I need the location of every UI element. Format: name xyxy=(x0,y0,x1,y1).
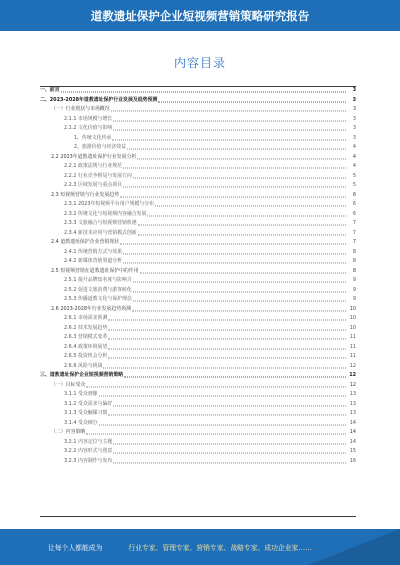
toc-leader-dots xyxy=(138,225,346,226)
toc-entry[interactable] xyxy=(40,381,356,391)
toc-entry[interactable] xyxy=(40,134,356,144)
toc-entry[interactable] xyxy=(40,143,356,153)
toc-leader-dots xyxy=(138,234,346,235)
toc-entry[interactable] xyxy=(40,447,356,457)
toc-leader-dots xyxy=(133,177,346,178)
toc-entry-text: 2.5.2 促进文旅消费与游客转化 xyxy=(64,286,132,293)
toc-entry[interactable] xyxy=(40,400,356,410)
toc-leader-dots xyxy=(108,348,346,349)
toc-leader-dots xyxy=(108,415,346,416)
toc-entry[interactable] xyxy=(40,105,356,115)
toc-leader-dots xyxy=(147,215,346,216)
toc-page-number: 9 xyxy=(352,277,356,283)
toc-page-number: 5 xyxy=(352,172,356,179)
toc-entry-text: 2.6.6 风险与挑战 xyxy=(64,362,103,369)
toc-entry[interactable] xyxy=(40,286,356,296)
toc-page-number: 3 xyxy=(352,87,356,93)
toc-entry-text: 2.6.1 市场需求预测 xyxy=(64,315,108,321)
toc-leader-dots xyxy=(111,111,346,112)
toc-entry[interactable] xyxy=(40,343,356,353)
footer-slogan: 让每个人都能成为 xyxy=(48,544,103,552)
toc-leader-dots xyxy=(108,358,346,359)
toc-page-number: 8 xyxy=(352,258,356,264)
toc-entry[interactable] xyxy=(40,191,356,201)
toc-page-number: 3 xyxy=(352,106,356,112)
toc-entry-text: （一）行业现状与市场概况 xyxy=(51,106,110,112)
toc-leader-dots xyxy=(127,149,346,150)
toc-entry[interactable] xyxy=(40,153,356,163)
toc-entry[interactable] xyxy=(40,210,356,220)
toc-entry-text: 2.1.1 市场规模与增长 xyxy=(64,115,113,122)
toc-page-number: 14 xyxy=(349,438,356,445)
toc-entry-text: 2.2.1 政策法规与行业规范 xyxy=(64,163,123,169)
toc-entry[interactable] xyxy=(40,428,356,438)
toc-page-number: 9 xyxy=(352,296,356,302)
toc-page-number: 15 xyxy=(349,448,356,454)
toc-page-number: 5 xyxy=(352,182,356,188)
toc-page-number: 7 xyxy=(352,220,356,226)
toc-page-number: 7 xyxy=(352,229,356,236)
toc-entry-text: 3.2.1 内容定位与主题 xyxy=(64,438,113,445)
toc-page-number: 4 xyxy=(352,163,356,169)
toc-leader-dots xyxy=(133,291,346,292)
toc-entry-text: 3.2.2 内容形式与创意 xyxy=(64,448,113,454)
toc-leader-dots xyxy=(155,206,346,207)
toc-heading: 内容目录 xyxy=(173,56,226,70)
toc-entry-text: 二、2023-2028年道教遗址保护行业发展及趋势预测 xyxy=(40,96,158,103)
toc-entry[interactable] xyxy=(40,438,356,448)
toc-page-number: 9 xyxy=(352,286,356,293)
toc-entry[interactable] xyxy=(40,371,356,381)
toc-entry[interactable] xyxy=(40,238,356,248)
toc-entry[interactable] xyxy=(40,295,356,305)
toc-page-number: 7 xyxy=(352,239,356,245)
toc-entry[interactable] xyxy=(40,314,356,324)
toc-entry-text: 2.6 2023-2028年行业发展趋势预测 xyxy=(51,305,132,312)
toc-entry[interactable] xyxy=(40,409,356,419)
toc-entry-text: 3.2.3 内容制作与发布 xyxy=(64,457,113,464)
toc-page-number: 8 xyxy=(352,248,356,255)
toc-leader-dots xyxy=(113,405,346,406)
toc-entry[interactable] xyxy=(40,457,356,467)
toc-entry-text: 2、旅游价值与经济效益 xyxy=(74,144,127,150)
toc-leader-dots xyxy=(99,424,346,425)
toc-page-number: 14 xyxy=(349,419,356,426)
toc-page-number: 13 xyxy=(349,391,356,397)
toc-entry[interactable] xyxy=(40,229,356,239)
toc-page-number: 11 xyxy=(349,353,356,359)
table-of-contents xyxy=(40,86,356,466)
toc-leader-dots xyxy=(133,301,346,302)
toc-entry[interactable] xyxy=(40,419,356,429)
toc-entry-text: 1、传统文化传承 xyxy=(74,134,112,141)
toc-page-number: 6 xyxy=(352,201,356,207)
toc-entry-text: 2.4 道教遗址保护企业营销现状 xyxy=(51,239,120,245)
toc-leader-dots xyxy=(132,310,346,311)
footer-corner-decoration xyxy=(308,529,400,565)
toc-page-number: 11 xyxy=(349,343,356,350)
toc-entry-text: （一）目标受众 xyxy=(51,381,86,388)
toc-page-number: 6 xyxy=(352,191,356,198)
toc-entry[interactable] xyxy=(40,333,356,343)
toc-entry-text: 2.3.2 传统文化与短视频内容融合发展 xyxy=(64,210,147,217)
toc-entry-text: 2.6.4 政策环境展望 xyxy=(64,343,108,350)
toc-entry[interactable] xyxy=(40,219,356,229)
toc-entry-text: （二）内容策略 xyxy=(51,429,86,435)
toc-entry-text: 2.3.3 文旅融合与短视频营销机遇 xyxy=(64,220,137,226)
toc-leader-dots xyxy=(140,272,346,273)
toc-entry-text: 三、道教遗址保护企业短视频营销策略 xyxy=(40,372,124,378)
toc-page-number: 3 xyxy=(352,125,356,131)
toc-leader-dots xyxy=(123,187,346,188)
toc-entry-text: 2.5.3 传播道教文化与保护理念 xyxy=(64,296,132,302)
toc-leader-dots xyxy=(123,253,346,254)
toc-leader-dots xyxy=(120,196,346,197)
toc-entry-text: 2.6.5 投资机会分析 xyxy=(64,353,108,359)
toc-leader-dots xyxy=(133,282,346,283)
toc-entry[interactable] xyxy=(40,267,356,277)
toc-entry[interactable] xyxy=(40,162,356,172)
toc-leader-dots xyxy=(123,263,346,264)
toc-page-number: 10 xyxy=(349,305,356,312)
toc-entry[interactable] xyxy=(40,115,356,125)
toc-entry[interactable] xyxy=(40,324,356,334)
toc-leader-dots xyxy=(108,320,346,321)
toc-entry-text: 2.3 短视频营销与行业发展趋势 xyxy=(51,191,120,198)
toc-entry-text: 3.1.4 受众细分 xyxy=(64,419,98,426)
toc-page-number: 3 xyxy=(352,134,356,141)
toc-entry[interactable] xyxy=(40,390,356,400)
toc-entry-text: 2.5.1 提升品牌知名度与影响力 xyxy=(64,277,132,283)
toc-page-number: 11 xyxy=(349,334,356,340)
toc-entry[interactable] xyxy=(40,305,356,315)
toc-entry-text: 3.1.1 受众画像 xyxy=(64,391,98,397)
toc-leader-dots xyxy=(99,396,346,397)
toc-page-number: 16 xyxy=(349,457,356,464)
toc-entry-text: 2.2.2 行业竞争格局与发展方向 xyxy=(64,172,132,179)
toc-leader-dots xyxy=(86,386,346,387)
toc-entry[interactable] xyxy=(40,362,356,372)
toc-bottom-rule xyxy=(40,516,356,517)
toc-page-number: 10 xyxy=(349,315,356,321)
toc-leader-dots xyxy=(103,367,346,368)
toc-entry[interactable] xyxy=(40,248,356,258)
toc-leader-dots xyxy=(112,139,346,140)
toc-page-number: 8 xyxy=(352,267,356,274)
toc-leader-dots xyxy=(123,168,346,169)
toc-page-number: 4 xyxy=(352,153,356,160)
toc-entry-text: 2.5 短视频营销在道教遗址保护中的作用 xyxy=(51,267,139,274)
toc-leader-dots xyxy=(61,92,346,93)
toc-entry[interactable] xyxy=(40,86,356,96)
toc-entry[interactable] xyxy=(40,200,356,210)
toc-page-number: 3 xyxy=(352,96,356,103)
toc-leader-dots xyxy=(113,453,346,454)
toc-leader-dots xyxy=(158,101,346,102)
toc-page-number: 10 xyxy=(349,324,356,331)
toc-entry-text: 2.6.3 营销模式变革 xyxy=(64,334,108,340)
toc-entry-text: 3.1.2 受众需求与偏好 xyxy=(64,400,113,407)
toc-leader-dots xyxy=(113,462,346,463)
toc-entry[interactable] xyxy=(40,181,356,191)
toc-entry[interactable] xyxy=(40,124,356,134)
toc-entry-text: 2.3.4 新技术应用与营销模式创新 xyxy=(64,229,137,236)
toc-entry-text: 一、前言 xyxy=(40,87,60,93)
toc-page-number: 13 xyxy=(349,400,356,407)
toc-page-number: 12 xyxy=(349,381,356,388)
toc-entry-text: 2.1.2 文化价值与影响 xyxy=(64,125,113,131)
toc-entry-text: 2.4.2 新媒体营销渠道分析 xyxy=(64,258,123,264)
toc-entry-text: 2.6.2 技术发展趋势 xyxy=(64,324,108,331)
toc-page-number: 6 xyxy=(352,210,356,217)
toc-entry-text: 2.2.3 区域发展与重点项目 xyxy=(64,182,123,188)
toc-entry[interactable] xyxy=(40,276,356,286)
toc-page-number: 12 xyxy=(349,372,356,378)
toc-leader-dots xyxy=(108,329,346,330)
toc-leader-dots xyxy=(120,244,346,245)
toc-entry-text: 2.3.1 2023年短视频平台用户规模与分布 xyxy=(64,201,155,207)
toc-page-number: 14 xyxy=(349,429,356,435)
toc-leader-dots xyxy=(113,120,346,121)
toc-leader-dots xyxy=(108,339,346,340)
toc-entry-text: 2.2 2023年道教遗址保护行业发展分析 xyxy=(51,153,137,160)
toc-leader-dots xyxy=(113,130,346,131)
toc-leader-dots xyxy=(86,434,346,435)
toc-page-number: 13 xyxy=(349,410,356,416)
report-header-banner xyxy=(0,0,400,31)
toc-leader-dots xyxy=(124,377,346,378)
toc-entry-text: 2.4.1 传统营销方式与效果 xyxy=(64,248,123,255)
toc-entry[interactable] xyxy=(40,352,356,362)
toc-entry[interactable] xyxy=(40,172,356,182)
toc-page-number: 3 xyxy=(352,115,356,122)
footer-experts: 行业专家、管理专家、营销专家、战略专家、成功企业家…… xyxy=(128,544,312,552)
toc-entry[interactable] xyxy=(40,257,356,267)
toc-page-number: 4 xyxy=(352,144,356,150)
toc-entry-text: 3.1.3 受众触媒习惯 xyxy=(64,410,108,416)
toc-leader-dots xyxy=(113,443,346,444)
toc-entry[interactable] xyxy=(40,96,356,106)
toc-leader-dots xyxy=(137,158,346,159)
toc-page-number: 12 xyxy=(349,362,356,369)
report-title: 道教遗址保护企业短视频营销策略研究报告 xyxy=(90,8,310,23)
